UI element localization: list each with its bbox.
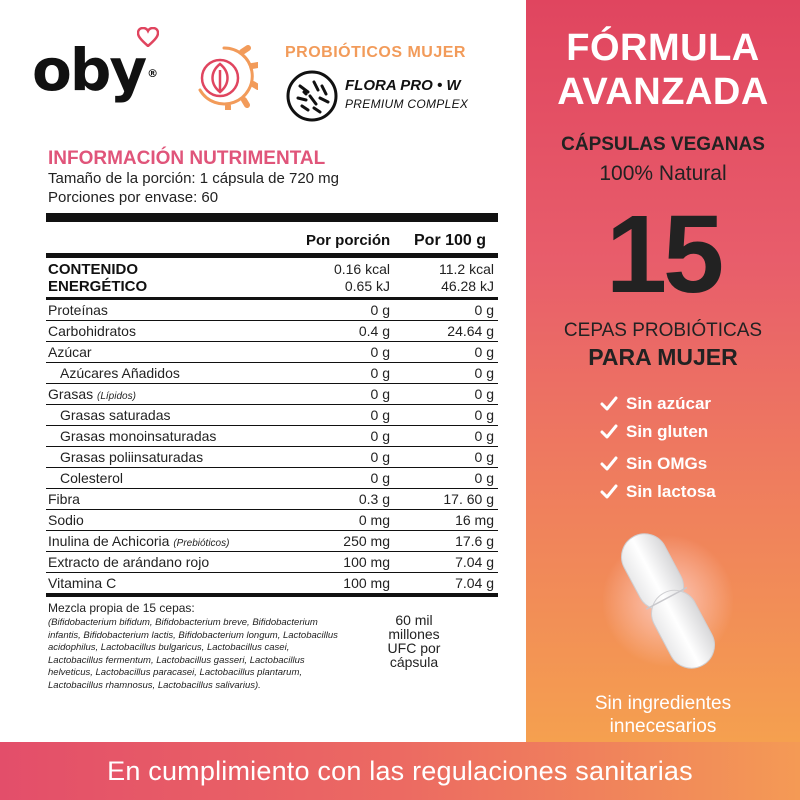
- nutrient-100g-value: 17.6 g: [455, 533, 494, 549]
- nutrient-label: Grasas monoinsaturadas: [60, 428, 217, 444]
- nutrition-title: INFORMACIÓN NUTRIMENTAL: [48, 148, 326, 169]
- nutrition-row: [46, 510, 498, 531]
- nutrient-portion-value: 0.4 g: [358, 323, 390, 339]
- nutrient-label: Colesterol: [60, 470, 124, 486]
- portion-size: Tamaño de la porción: 1 cápsula de 720 mg: [48, 170, 340, 187]
- nutrient-label: Grasas (Lípidos): [48, 386, 136, 402]
- nutrient-100g-value: 0 g: [474, 344, 494, 360]
- nutrient-portion-value: 0 g: [370, 428, 390, 444]
- nutrient-100g-value: 24.64 g: [447, 323, 494, 339]
- check-item: [600, 394, 711, 414]
- check-label: Sin lactosa: [626, 482, 716, 501]
- nutrient-100g-value: 0 g: [474, 470, 494, 486]
- nutrient-label: Azúcares Añadidos: [60, 365, 180, 381]
- nutrition-row: [46, 468, 498, 489]
- nutrient-portion-value: 100 mg: [343, 554, 390, 570]
- nutrient-portion-value: 0 g: [370, 470, 390, 486]
- strain-count: 15: [605, 193, 721, 316]
- nutrient-100g-value: 0 g: [474, 302, 494, 318]
- nutrition-row: [46, 573, 498, 594]
- category-label: PROBIÓTICOS MUJER: [285, 44, 466, 61]
- nutrient-100g-value: 7.04 g: [455, 554, 494, 570]
- energy-portion: 0.16 kcal 0.65 kJ: [333, 261, 390, 294]
- energy-label: CONTENIDO ENERGÉTICO: [48, 261, 148, 295]
- nutrient-100g-value: 0 g: [474, 386, 494, 402]
- nutrient-label: Sodio: [48, 512, 84, 528]
- nutrient-portion-value: 0 g: [370, 386, 390, 402]
- nutrition-row: [46, 447, 498, 468]
- nutrient-portion-value: 0.3 g: [358, 491, 390, 507]
- col-header-portion: Por porción: [306, 232, 391, 249]
- nutrient-portion-value: 0 g: [370, 449, 390, 465]
- ufc-count: 60 mil millones UFC por cápsula: [387, 612, 441, 670]
- check-icon: [600, 395, 618, 413]
- footer-text: En cumplimiento con las regulaciones sanitarias: [107, 755, 693, 786]
- flora-name: FLORA PRO • W: [345, 77, 461, 94]
- nutrition-row: [46, 300, 498, 321]
- nutrition-row: [46, 363, 498, 384]
- energy-100g: 11.2 kcal 46.28 kJ: [439, 261, 494, 294]
- check-label: Sin azúcar: [626, 394, 712, 413]
- nutrient-100g-value: 17. 60 g: [443, 491, 494, 507]
- nutrient-label: Extracto de arándano rojo: [48, 554, 210, 570]
- nutrient-label: Inulina de Achicoria (Prebióticos): [48, 533, 230, 549]
- nutrient-100g-value: 7.04 g: [455, 575, 494, 591]
- nutrient-label: Carbohidratos: [48, 323, 136, 339]
- capsule-icon: [603, 522, 733, 680]
- nutrient-note: (Lípidos): [97, 391, 136, 402]
- nutrition-row: [46, 405, 498, 426]
- nutrient-portion-value: 0 mg: [358, 512, 390, 528]
- nutrition-row: [46, 552, 498, 573]
- nutrient-portion-value: 0 g: [370, 344, 390, 360]
- divider-medium: [46, 253, 498, 258]
- check-label: Sin gluten: [626, 422, 709, 441]
- blend-list: (Bifidobacterium bifidum, Bifidobacterium breve, Bifidobacterium infantis, Bifidobacterium lactis, Bifidobacterium longum, Lactobacillus acidophilus, Lactobacillus bulgaricus, Lactobacillus casei, Lactobacillus fermentum, Lactobacillus gasseri, Lactobacillus helveticus, Lactobacillus paracasei, Lactobacillus plantarum, Lactobacillus rhamnosus, Lactobacillus salivarius).: [48, 617, 338, 691]
- panel-no-ingredients: Sin ingredientes innecesarios: [594, 693, 732, 737]
- col-header-100g: Por 100 g: [414, 232, 487, 249]
- nutrient-100g-value: 0 g: [474, 449, 494, 465]
- check-item: [600, 422, 708, 442]
- check-icon: [600, 423, 618, 441]
- nutrient-portion-value: 0 g: [370, 302, 390, 318]
- divider-bottom: [46, 594, 498, 597]
- nutrition-row: [46, 342, 498, 363]
- bacteria-badge-icon: [286, 70, 338, 122]
- panel-cepas: CEPAS PROBIÓTICAS: [563, 320, 763, 341]
- check-item: [600, 454, 707, 474]
- nutrition-row: [46, 384, 498, 405]
- nutrient-note: (Prebióticos): [173, 538, 230, 549]
- nutrient-label: Vitamina C: [48, 575, 117, 591]
- nutrition-row: [46, 321, 498, 342]
- check-item: [600, 482, 716, 502]
- nutrient-label: Fibra: [48, 491, 80, 507]
- panel-natural: 100% Natural: [599, 162, 727, 185]
- servings-per-container: Porciones por envase: 60: [48, 189, 219, 206]
- panel-title-2: AVANZADA: [557, 71, 769, 113]
- blend-title: Mezcla propia de 15 cepas:: [48, 601, 195, 615]
- panel-mujer: PARA MUJER: [588, 344, 738, 370]
- brand-logo: oby ®: [32, 36, 159, 104]
- nutrient-100g-value: 0 g: [474, 407, 494, 423]
- nutrient-100g-value: 16 mg: [455, 512, 494, 528]
- nutrient-label: Azúcar: [48, 344, 92, 360]
- flora-subtitle: PREMIUM COMPLEX: [345, 97, 469, 111]
- nutrition-row: [46, 531, 498, 552]
- nutrient-portion-value: 0 g: [370, 407, 390, 423]
- divider-thick: [46, 213, 498, 222]
- nutrient-100g-value: 0 g: [474, 428, 494, 444]
- nutrient-label: Grasas saturadas: [60, 407, 171, 423]
- check-label: Sin OMGs: [626, 454, 708, 473]
- gear-leaf-icon: [190, 42, 258, 110]
- panel-title-1: FÓRMULA: [566, 27, 760, 69]
- footer-band: [0, 742, 800, 800]
- check-icon: [600, 483, 618, 501]
- nutrient-label: Proteínas: [48, 302, 108, 318]
- nutrition-row: [46, 489, 498, 510]
- panel-capsules: CÁPSULAS VEGANAS: [561, 134, 765, 155]
- nutrient-portion-value: 100 mg: [343, 575, 390, 591]
- nutrition-row: [46, 426, 498, 447]
- nutrient-100g-value: 0 g: [474, 365, 494, 381]
- nutrient-label: Grasas poliinsaturadas: [60, 449, 204, 465]
- nutrient-portion-value: 0 g: [370, 365, 390, 381]
- heart-icon: [137, 27, 159, 47]
- check-icon: [600, 455, 618, 473]
- nutrient-portion-value: 250 mg: [343, 533, 390, 549]
